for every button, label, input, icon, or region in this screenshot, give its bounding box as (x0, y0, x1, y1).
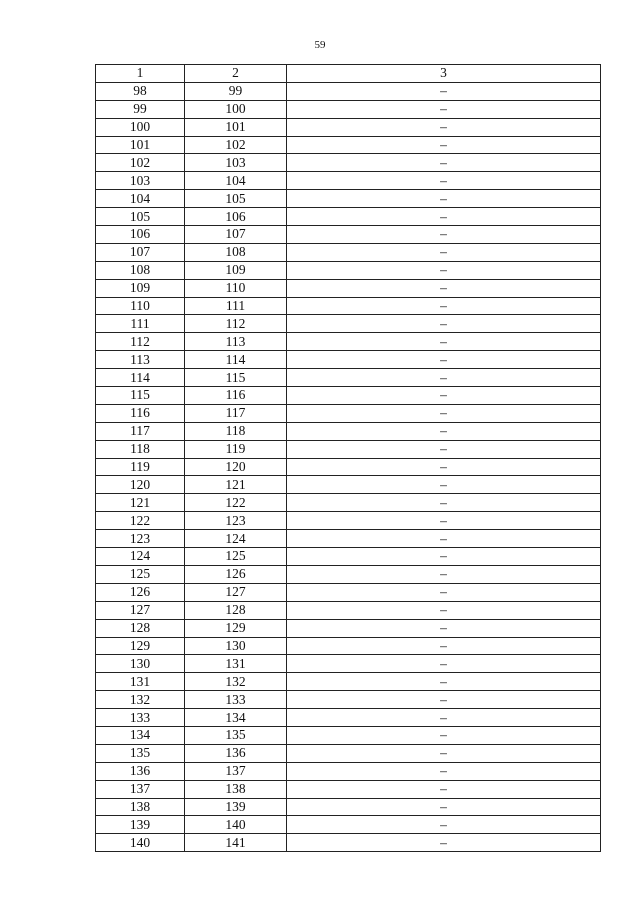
table-cell-col-3: – (287, 351, 601, 369)
table-cell-col-3: – (287, 190, 601, 208)
table-body (96, 82, 601, 851)
table-cell-col-2: 103 (185, 154, 287, 172)
table-cell-col-3: – (287, 118, 601, 136)
table-cell-col-1: 121 (96, 494, 185, 512)
data-table (95, 64, 601, 852)
table-cell-col-3: – (287, 780, 601, 798)
table-cell-col-2: 140 (185, 816, 287, 834)
table-cell-col-2: 118 (185, 422, 287, 440)
column-header-1: 1 (96, 65, 185, 83)
table-cell-col-3: – (287, 458, 601, 476)
table-cell-col-1: 124 (96, 548, 185, 566)
table-cell-col-1: 98 (96, 82, 185, 100)
table-cell-col-1: 102 (96, 154, 185, 172)
table-row (96, 709, 601, 727)
table-row (96, 834, 601, 852)
table-cell-col-2: 133 (185, 691, 287, 709)
table-cell-col-3: – (287, 279, 601, 297)
table-cell-col-2: 119 (185, 440, 287, 458)
table-row (96, 208, 601, 226)
table-row (96, 655, 601, 673)
table-cell-col-3: – (287, 100, 601, 118)
table-cell-col-2: 129 (185, 619, 287, 637)
table-cell-col-3: – (287, 387, 601, 405)
table-cell-col-1: 129 (96, 637, 185, 655)
table-row (96, 243, 601, 261)
table-row (96, 691, 601, 709)
table-cell-col-1: 131 (96, 673, 185, 691)
table-cell-col-1: 119 (96, 458, 185, 476)
table-cell-col-2: 117 (185, 404, 287, 422)
table-cell-col-2: 128 (185, 601, 287, 619)
table-cell-col-2: 136 (185, 744, 287, 762)
table-cell-col-2: 138 (185, 780, 287, 798)
table-row (96, 530, 601, 548)
table-cell-col-3: – (287, 82, 601, 100)
table-cell-col-3: – (287, 154, 601, 172)
table-row (96, 118, 601, 136)
table-cell-col-2: 122 (185, 494, 287, 512)
table-row (96, 279, 601, 297)
table-row (96, 637, 601, 655)
table-row (96, 261, 601, 279)
table-cell-col-1: 126 (96, 583, 185, 601)
table-row (96, 440, 601, 458)
table-row (96, 798, 601, 816)
table-cell-col-1: 127 (96, 601, 185, 619)
table-cell-col-1: 122 (96, 512, 185, 530)
table-cell-col-1: 117 (96, 422, 185, 440)
table-cell-col-2: 116 (185, 387, 287, 405)
table-cell-col-1: 136 (96, 762, 185, 780)
table-cell-col-1: 115 (96, 387, 185, 405)
table-cell-col-3: – (287, 476, 601, 494)
table-cell-col-3: – (287, 601, 601, 619)
table-row (96, 154, 601, 172)
table-cell-col-3: – (287, 422, 601, 440)
table-cell-col-2: 99 (185, 82, 287, 100)
table-cell-col-2: 141 (185, 834, 287, 852)
table-row (96, 619, 601, 637)
table-row (96, 780, 601, 798)
table-cell-col-3: – (287, 691, 601, 709)
table-row (96, 458, 601, 476)
table-cell-col-1: 134 (96, 726, 185, 744)
table-cell-col-2: 127 (185, 583, 287, 601)
table-cell-col-3: – (287, 512, 601, 530)
table-cell-col-2: 101 (185, 118, 287, 136)
table-cell-col-2: 110 (185, 279, 287, 297)
table-row (96, 136, 601, 154)
table-row (96, 100, 601, 118)
table-cell-col-2: 131 (185, 655, 287, 673)
table-cell-col-1: 130 (96, 655, 185, 673)
table-cell-col-3: – (287, 583, 601, 601)
table-cell-col-3: – (287, 136, 601, 154)
table-cell-col-1: 140 (96, 834, 185, 852)
table-cell-col-1: 103 (96, 172, 185, 190)
table-cell-col-1: 104 (96, 190, 185, 208)
table-row (96, 297, 601, 315)
table-cell-col-1: 120 (96, 476, 185, 494)
table-cell-col-3: – (287, 369, 601, 387)
table-cell-col-1: 138 (96, 798, 185, 816)
table-cell-col-3: – (287, 297, 601, 315)
table-cell-col-2: 109 (185, 261, 287, 279)
table-row (96, 172, 601, 190)
table-cell-col-1: 99 (96, 100, 185, 118)
table-cell-col-1: 118 (96, 440, 185, 458)
table-cell-col-2: 124 (185, 530, 287, 548)
table-cell-col-3: – (287, 762, 601, 780)
table-row (96, 494, 601, 512)
table-row (96, 673, 601, 691)
table-cell-col-3: – (287, 816, 601, 834)
table-cell-col-1: 100 (96, 118, 185, 136)
table-cell-col-1: 123 (96, 530, 185, 548)
table-cell-col-2: 115 (185, 369, 287, 387)
table-cell-col-2: 120 (185, 458, 287, 476)
table-cell-col-1: 113 (96, 351, 185, 369)
table-row (96, 82, 601, 100)
table-row (96, 351, 601, 369)
table-cell-col-3: – (287, 673, 601, 691)
table-header (96, 65, 601, 83)
table-cell-col-1: 137 (96, 780, 185, 798)
table-cell-col-1: 125 (96, 565, 185, 583)
table-cell-col-1: 112 (96, 333, 185, 351)
table-row (96, 315, 601, 333)
table-cell-col-2: 126 (185, 565, 287, 583)
table-cell-col-2: 137 (185, 762, 287, 780)
table-row (96, 369, 601, 387)
table-row (96, 190, 601, 208)
table-cell-col-3: – (287, 565, 601, 583)
table-row (96, 476, 601, 494)
table-cell-col-3: – (287, 726, 601, 744)
table-row (96, 601, 601, 619)
table-cell-col-3: – (287, 655, 601, 673)
table-cell-col-2: 112 (185, 315, 287, 333)
table-row (96, 565, 601, 583)
table-cell-col-2: 135 (185, 726, 287, 744)
table-cell-col-3: – (287, 637, 601, 655)
table-cell-col-3: – (287, 744, 601, 762)
table-cell-col-1: 116 (96, 404, 185, 422)
table-cell-col-2: 111 (185, 297, 287, 315)
table-cell-col-1: 110 (96, 297, 185, 315)
table-row (96, 387, 601, 405)
table-cell-col-3: – (287, 172, 601, 190)
table-cell-col-3: – (287, 404, 601, 422)
table-cell-col-1: 135 (96, 744, 185, 762)
table-cell-col-1: 133 (96, 709, 185, 727)
table-row (96, 583, 601, 601)
table-cell-col-3: – (287, 834, 601, 852)
table-row (96, 512, 601, 530)
table-cell-col-3: – (287, 243, 601, 261)
table-cell-col-1: 114 (96, 369, 185, 387)
table-row (96, 404, 601, 422)
table-cell-col-2: 130 (185, 637, 287, 655)
table-cell-col-2: 123 (185, 512, 287, 530)
table-row (96, 762, 601, 780)
table-cell-col-1: 111 (96, 315, 185, 333)
page-number: 59 (314, 39, 326, 51)
table-cell-col-1: 105 (96, 208, 185, 226)
table-cell-col-3: – (287, 548, 601, 566)
table-cell-col-3: – (287, 226, 601, 244)
table-cell-col-1: 109 (96, 279, 185, 297)
table-cell-col-1: 128 (96, 619, 185, 637)
table-row (96, 726, 601, 744)
table-cell-col-3: – (287, 315, 601, 333)
table-cell-col-3: – (287, 208, 601, 226)
table-cell-col-1: 101 (96, 136, 185, 154)
table-cell-col-1: 106 (96, 226, 185, 244)
table-cell-col-2: 139 (185, 798, 287, 816)
table-row (96, 816, 601, 834)
table-cell-col-2: 104 (185, 172, 287, 190)
table-cell-col-2: 132 (185, 673, 287, 691)
header-row (96, 65, 601, 83)
table-cell-col-3: – (287, 261, 601, 279)
table-cell-col-2: 102 (185, 136, 287, 154)
table-cell-col-1: 139 (96, 816, 185, 834)
table-cell-col-2: 134 (185, 709, 287, 727)
table-row (96, 333, 601, 351)
table-cell-col-3: – (287, 530, 601, 548)
table-cell-col-2: 125 (185, 548, 287, 566)
table-cell-col-2: 114 (185, 351, 287, 369)
table-cell-col-1: 108 (96, 261, 185, 279)
table-cell-col-2: 107 (185, 226, 287, 244)
table-cell-col-1: 107 (96, 243, 185, 261)
table-cell-col-3: – (287, 440, 601, 458)
table-cell-col-3: – (287, 798, 601, 816)
table-cell-col-3: – (287, 619, 601, 637)
table-cell-col-3: – (287, 333, 601, 351)
table-row (96, 548, 601, 566)
column-header-3: 3 (287, 65, 601, 83)
column-header-2: 2 (185, 65, 287, 83)
table-cell-col-3: – (287, 709, 601, 727)
table-cell-col-2: 113 (185, 333, 287, 351)
table-cell-col-2: 105 (185, 190, 287, 208)
table-row (96, 422, 601, 440)
table-cell-col-2: 108 (185, 243, 287, 261)
table-cell-col-1: 132 (96, 691, 185, 709)
table-row (96, 744, 601, 762)
table-cell-col-2: 121 (185, 476, 287, 494)
table-cell-col-2: 100 (185, 100, 287, 118)
table-cell-col-3: – (287, 494, 601, 512)
table-cell-col-2: 106 (185, 208, 287, 226)
table-row (96, 226, 601, 244)
